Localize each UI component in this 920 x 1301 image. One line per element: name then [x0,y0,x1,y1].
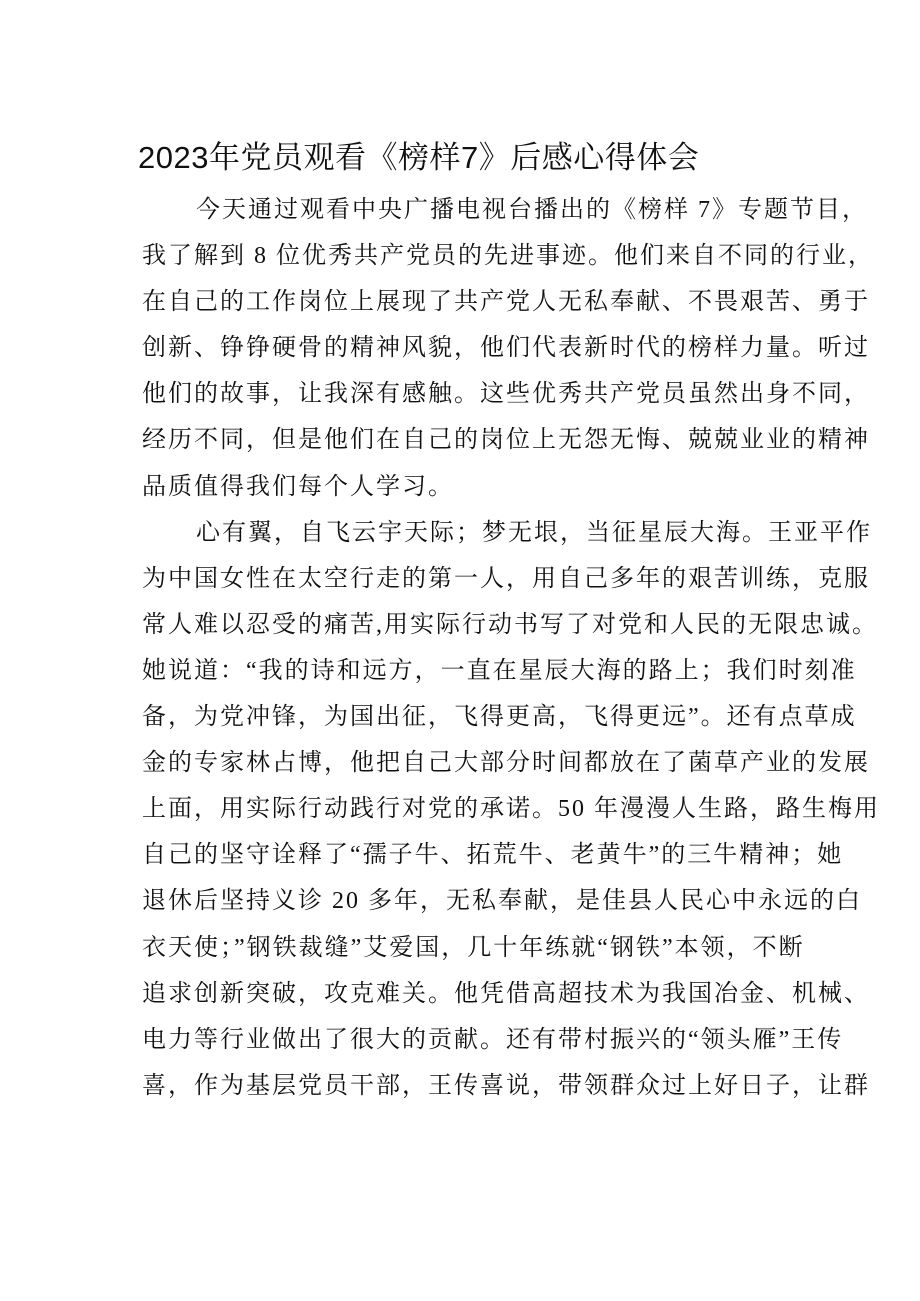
text-line: 电力等行业做出了很大的贡献。还有带村振兴的“领头雁”王传 [142,1026,844,1053]
text-line: 我了解到 8 位优秀共产党员的先进事迹。他们来自不同的行业， [142,243,874,270]
text-line: 自己的坚守诠释了“孺子牛、拓荒牛、老黄牛”的三牛精神；她 [142,842,844,869]
text-line: 追求创新突破，攻克难关。他凭借高超技术为我国冶金、机械、 [142,980,870,1007]
text-line: 常人难以忍受的痛苦,用实际行动书写了对党和人民的无限忠诚。 [142,611,878,638]
text-line: 退休后坚持义诊 20 多年，无私奉献，是佳县人民心中永远的白 [142,888,862,915]
document-title: 2023年党员观看《榜样7》后感心得体会 [138,140,700,175]
text-line: 他们的故事，让我深有感触。这些优秀共产党员虽然出身不同， [142,381,870,408]
text-line: 她说道：“我的诗和远方，一直在星辰大海的路上；我们时刻准 [142,657,857,684]
text-line: 在自己的工作岗位上展现了共产党人无私奉献、不畏艰苦、勇于 [142,289,870,316]
text-line: 为中国女性在太空行走的第一人，用自己多年的艰苦训练，克服 [142,565,870,592]
document-body [142,187,880,1109]
text-line: 品质值得我们每个人学习。 [142,473,454,500]
text-line: 创新、铮铮硬骨的精神风貌，他们代表新时代的榜样力量。听过 [142,335,870,362]
text-line: 今天通过观看中央广播电视台播出的《榜样 7》专题节目， [196,197,868,223]
text-line: 衣天使；”钢铁裁缝”艾爱国，几十年练就“钢铁”本领，不断 [142,934,805,961]
text-line: 心有翼，自飞云宇天际；梦无垠，当征星辰大海。王亚平作 [196,519,872,546]
text-line: 上面，用实际行动践行对党的承诺。50 年漫漫人生路，路生梅用 [142,796,880,823]
text-line: 喜，作为基层党员干部，王传喜说，带领群众过上好日子，让群 [142,1072,870,1099]
paragraph-2 [142,510,880,1109]
text-line: 金的专家林占博，他把自己大部分时间都放在了菌草产业的发展 [142,750,870,777]
paragraph-1 [142,187,874,510]
text-line: 经历不同，但是他们在自己的岗位上无怨无悔、兢兢业业的精神 [142,427,870,454]
text-line: 备，为党冲锋，为国出征，飞得更高，飞得更远”。还有点草成 [142,704,857,731]
